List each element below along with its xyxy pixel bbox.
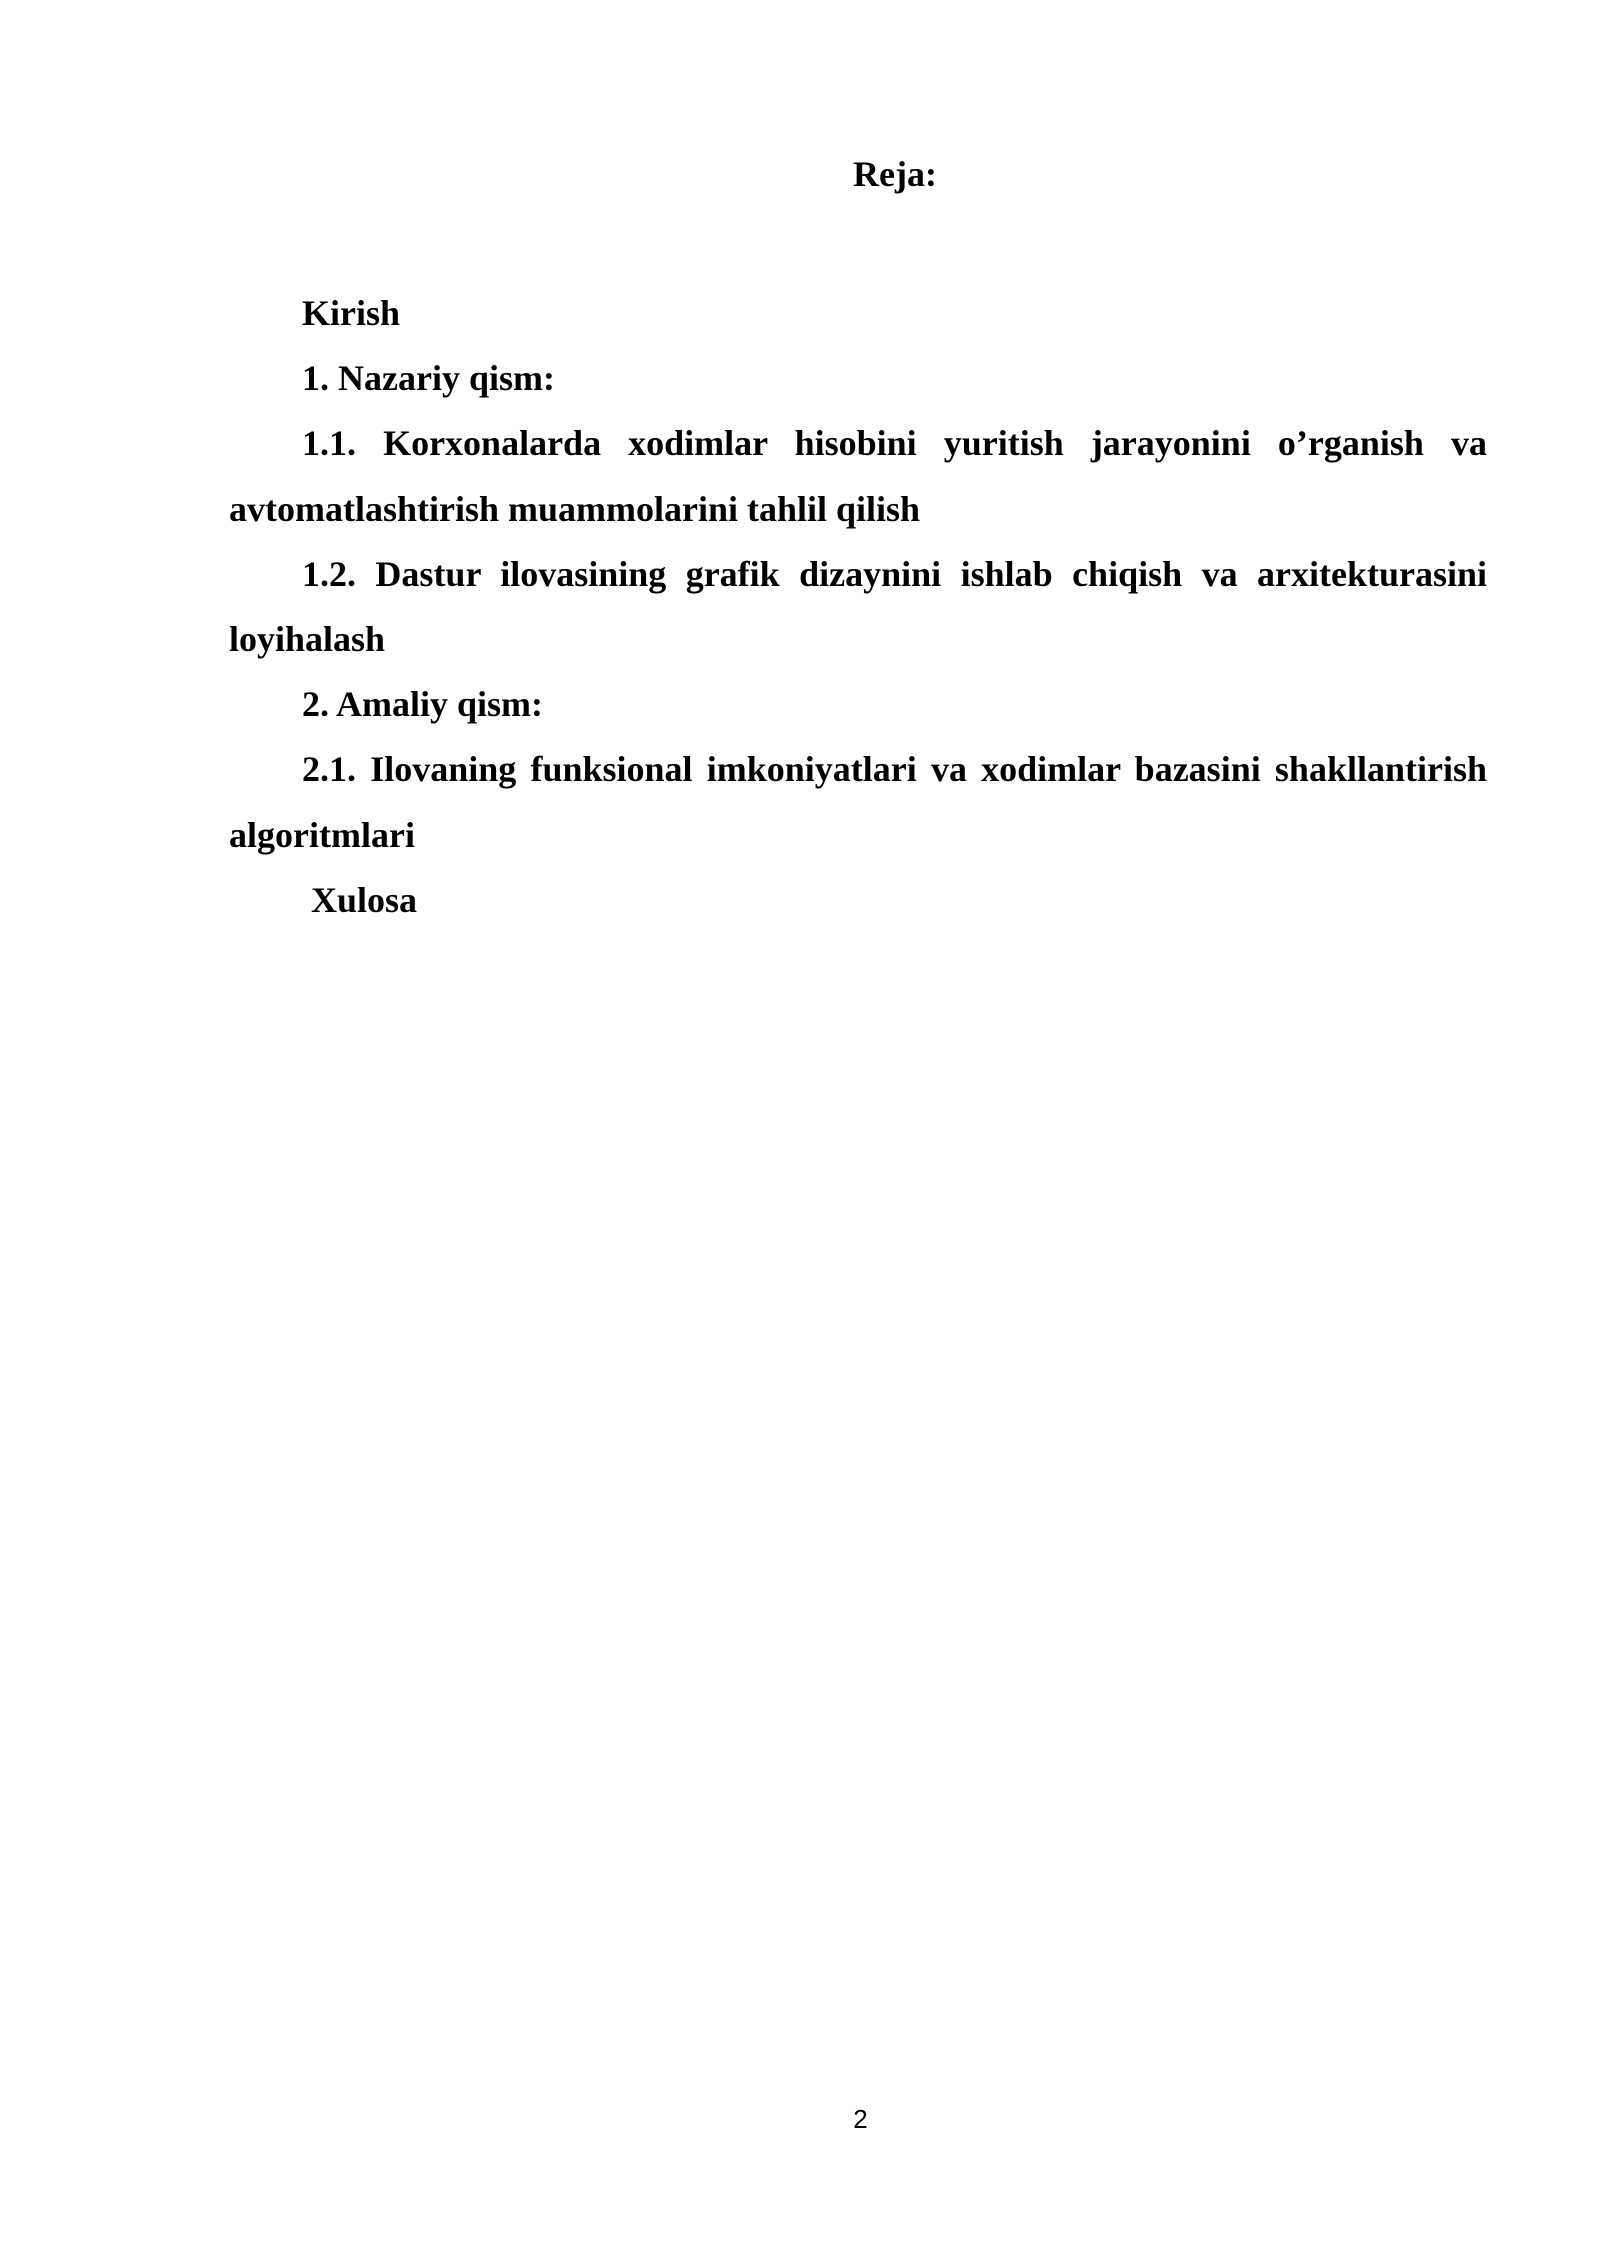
page-number: 2 — [853, 2104, 868, 2134]
toc-item-conclusion: Xulosa — [311, 879, 418, 920]
table-of-contents — [229, 281, 1487, 933]
page-title: Reja: — [853, 154, 937, 194]
toc-item-practical-part: 2. Amaliy qism: — [302, 684, 544, 725]
toc-item-introduction: Kirish — [302, 293, 401, 333]
toc-item-section-2-1: 2.1. Ilovaning funksional imkoniyatlari va xodimlar bazasini shakllantirish algoritmlari — [229, 749, 1487, 855]
toc-item-section-1-1: 1.1. Korxonalarda xodimlar hisobini yuritish jarayonini o’rganish va avtomatlashtirish muammolarini tahlil qilish — [229, 423, 1487, 529]
toc-item-section-1-2: 1.2. Dastur ilovasining grafik dizaynini ishlab chiqish va arxitekturasini loyihalash — [229, 553, 1487, 660]
toc-item-theoretical-part: 1. Nazariy qism: — [302, 358, 555, 399]
